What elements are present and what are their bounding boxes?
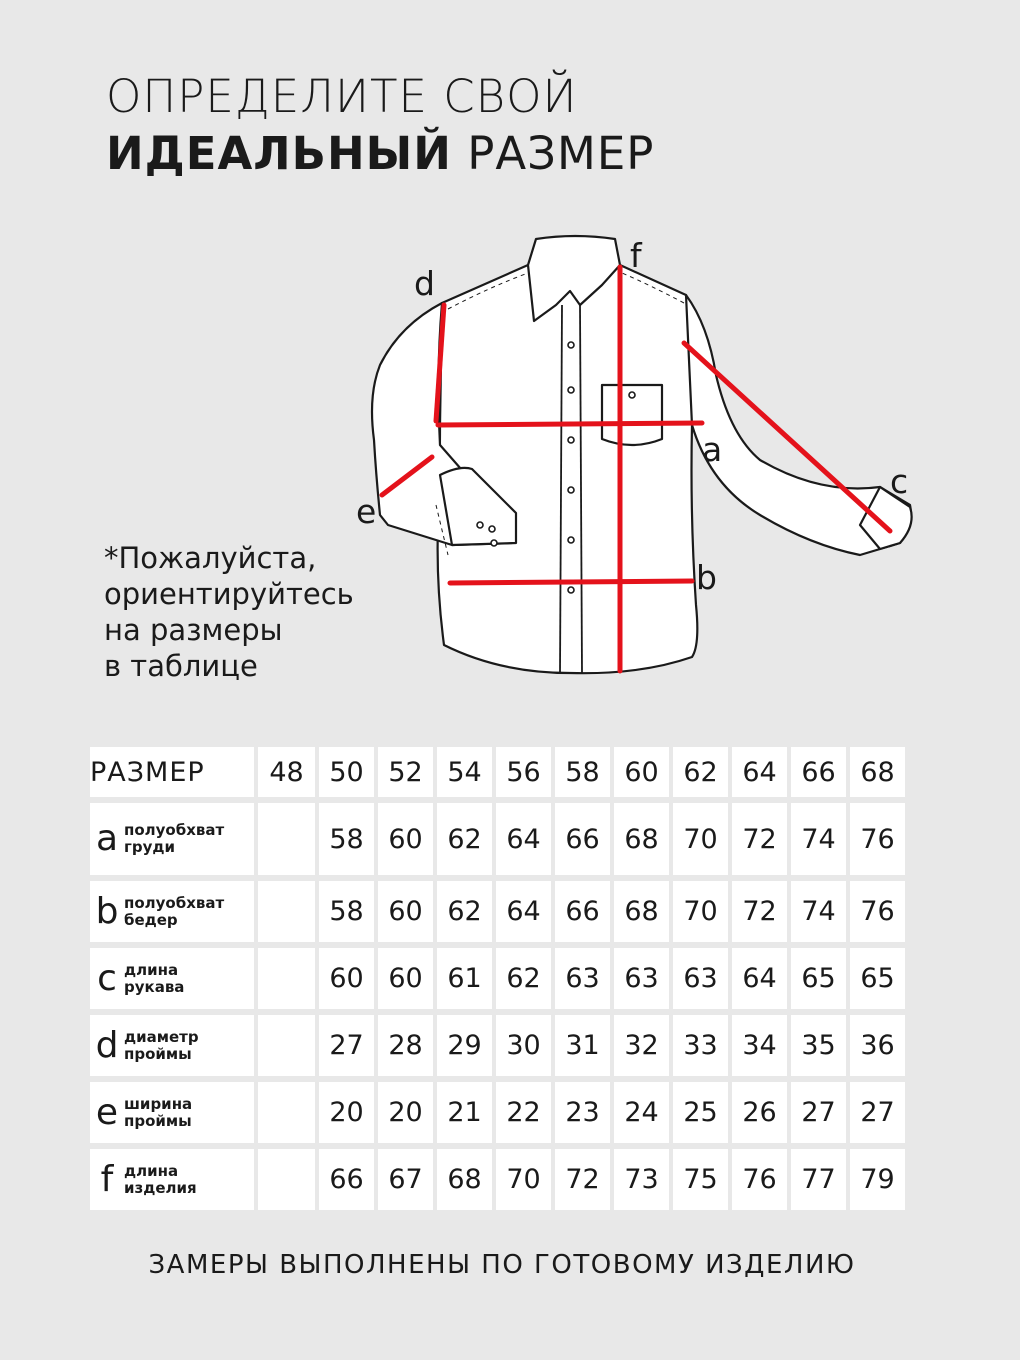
header-size-cell: 62 bbox=[673, 747, 728, 797]
row-letter: e bbox=[95, 1091, 119, 1133]
table-cell: 29 bbox=[437, 1015, 492, 1076]
row-letter: f bbox=[100, 1158, 114, 1200]
table-cell: 27 bbox=[850, 1082, 905, 1143]
table-cell: 76 bbox=[732, 1149, 787, 1210]
table-cell: 61 bbox=[437, 948, 492, 1009]
table-cell: 60 bbox=[378, 881, 433, 942]
table-cell: 58 bbox=[319, 803, 374, 875]
table-cell: 64 bbox=[496, 803, 551, 875]
row-description bbox=[124, 895, 224, 929]
header-size-cell: 56 bbox=[496, 747, 551, 797]
table-cell: 20 bbox=[378, 1082, 433, 1143]
table-cell: 65 bbox=[791, 948, 846, 1009]
table-cell: 24 bbox=[614, 1082, 669, 1143]
table-cell: 60 bbox=[319, 948, 374, 1009]
table-cell: 20 bbox=[319, 1082, 374, 1143]
table-row bbox=[90, 881, 905, 942]
row-description-line: изделия bbox=[124, 1178, 197, 1197]
table-cell bbox=[258, 1149, 315, 1210]
row-description bbox=[124, 822, 224, 856]
row-label bbox=[90, 1015, 254, 1076]
table-cell: 63 bbox=[673, 948, 728, 1009]
measure-line-b bbox=[450, 581, 692, 583]
footer-note: ЗАМЕРЫ ВЫПОЛНЕНЫ ПО ГОТОВОМУ ИЗДЕЛИЮ bbox=[148, 1250, 856, 1280]
shirt-body bbox=[438, 265, 698, 673]
title-line-2 bbox=[106, 127, 655, 180]
table-cell: 74 bbox=[791, 803, 846, 875]
row-letter: b bbox=[95, 890, 119, 932]
row-description bbox=[124, 1163, 197, 1197]
row-description-line: полуобхват bbox=[124, 821, 225, 839]
header-size-cell: 52 bbox=[378, 747, 433, 797]
table-cell bbox=[258, 948, 315, 1009]
header-size-cell: 60 bbox=[614, 747, 669, 797]
row-letter: c bbox=[97, 957, 117, 999]
note-line: в таблице bbox=[104, 649, 258, 683]
table-cell: 36 bbox=[850, 1015, 905, 1076]
table-cell: 34 bbox=[732, 1015, 787, 1076]
table-cell: 72 bbox=[555, 1149, 610, 1210]
row-label bbox=[90, 1149, 254, 1210]
table-cell: 72 bbox=[732, 881, 787, 942]
table-cell: 68 bbox=[614, 803, 669, 875]
table-cell: 60 bbox=[378, 948, 433, 1009]
row-description-line: диаметр bbox=[124, 1027, 199, 1046]
table-row bbox=[90, 1149, 905, 1210]
table-cell: 58 bbox=[319, 881, 374, 942]
table-cell: 66 bbox=[319, 1149, 374, 1210]
table-cell: 67 bbox=[378, 1149, 433, 1210]
table-cell: 72 bbox=[732, 803, 787, 875]
row-description bbox=[124, 962, 184, 996]
table-cell: 28 bbox=[378, 1015, 433, 1076]
table-cell: 70 bbox=[496, 1149, 551, 1210]
table-row bbox=[90, 1015, 905, 1076]
row-description-line: рукава bbox=[124, 977, 185, 996]
row-letter: d bbox=[95, 1024, 119, 1066]
size-table bbox=[86, 741, 909, 1216]
table-cell: 33 bbox=[673, 1015, 728, 1076]
table-cell: 63 bbox=[614, 948, 669, 1009]
header-size-cell: 54 bbox=[437, 747, 492, 797]
table-cell: 60 bbox=[378, 803, 433, 875]
table-cell: 27 bbox=[791, 1082, 846, 1143]
row-description bbox=[124, 1096, 192, 1130]
label-f: f bbox=[630, 236, 642, 275]
table-cell: 64 bbox=[732, 948, 787, 1009]
table-cell: 30 bbox=[496, 1015, 551, 1076]
label-c: c bbox=[890, 462, 909, 501]
label-a: a bbox=[702, 430, 723, 469]
table-cell: 62 bbox=[437, 881, 492, 942]
header-size-cell: 68 bbox=[850, 747, 905, 797]
size-note bbox=[104, 540, 394, 684]
table-cell bbox=[258, 1082, 315, 1143]
table-header-row bbox=[90, 747, 905, 797]
row-label bbox=[90, 881, 254, 942]
table-row bbox=[90, 803, 905, 875]
page-title bbox=[106, 70, 655, 180]
table-cell: 66 bbox=[555, 881, 610, 942]
table-cell: 64 bbox=[496, 881, 551, 942]
measure-line-a bbox=[438, 423, 702, 425]
row-description-line: бедер bbox=[124, 910, 178, 929]
table-cell: 68 bbox=[437, 1149, 492, 1210]
shirt-diagram bbox=[340, 225, 930, 685]
table-cell bbox=[258, 803, 315, 875]
title-line-1: ОПРЕДЕЛИТЕ СВОЙ bbox=[106, 70, 578, 123]
table-cell: 73 bbox=[614, 1149, 669, 1210]
table-cell: 35 bbox=[791, 1015, 846, 1076]
table-cell bbox=[258, 881, 315, 942]
table-cell: 74 bbox=[791, 881, 846, 942]
table-cell: 75 bbox=[673, 1149, 728, 1210]
table-cell: 62 bbox=[496, 948, 551, 1009]
table-cell: 31 bbox=[555, 1015, 610, 1076]
title-rest: РАЗМЕР bbox=[451, 127, 655, 180]
table-cell: 70 bbox=[673, 803, 728, 875]
table-cell: 77 bbox=[791, 1149, 846, 1210]
header-size-cell: 50 bbox=[319, 747, 374, 797]
row-description bbox=[124, 1029, 199, 1063]
header-size-cell: 66 bbox=[791, 747, 846, 797]
table-cell: 70 bbox=[673, 881, 728, 942]
row-letter: a bbox=[95, 818, 119, 859]
table-cell bbox=[258, 1015, 315, 1076]
row-description-line: длина bbox=[124, 960, 179, 979]
row-label bbox=[90, 803, 254, 875]
note-line: ориентируйтесь bbox=[104, 577, 354, 611]
header-size-label: РАЗМЕР bbox=[90, 747, 254, 797]
row-description-line: проймы bbox=[124, 1111, 192, 1130]
label-e: e bbox=[356, 492, 377, 531]
table-cell: 62 bbox=[437, 803, 492, 875]
row-description-line: длина bbox=[124, 1161, 179, 1180]
table-cell: 66 bbox=[555, 803, 610, 875]
title-bold-word: ИДЕАЛЬНЫЙ bbox=[106, 127, 452, 180]
header-size-cell: 48 bbox=[258, 747, 315, 797]
row-description-line: ширина bbox=[124, 1094, 193, 1113]
table-row bbox=[90, 1082, 905, 1143]
label-b: b bbox=[696, 558, 717, 597]
note-line: *Пожалуйста, bbox=[104, 541, 317, 575]
table-cell: 68 bbox=[614, 881, 669, 942]
table-cell: 21 bbox=[437, 1082, 492, 1143]
table-cell: 76 bbox=[850, 803, 905, 875]
note-line: на размеры bbox=[104, 613, 283, 647]
row-label bbox=[90, 948, 254, 1009]
row-description-line: полуобхват bbox=[124, 893, 225, 912]
table-cell: 76 bbox=[850, 881, 905, 942]
label-d: d bbox=[414, 264, 435, 303]
row-description-line: груди bbox=[124, 838, 175, 856]
row-description-line: проймы bbox=[124, 1044, 192, 1063]
table-row bbox=[90, 948, 905, 1009]
table-cell: 25 bbox=[673, 1082, 728, 1143]
table-cell: 27 bbox=[319, 1015, 374, 1076]
table-cell: 63 bbox=[555, 948, 610, 1009]
header-size-cell: 64 bbox=[732, 747, 787, 797]
table-cell: 65 bbox=[850, 948, 905, 1009]
table-cell: 26 bbox=[732, 1082, 787, 1143]
table-cell: 32 bbox=[614, 1015, 669, 1076]
table-cell: 23 bbox=[555, 1082, 610, 1143]
table-cell: 79 bbox=[850, 1149, 905, 1210]
header-size-cell: 58 bbox=[555, 747, 610, 797]
row-label bbox=[90, 1082, 254, 1143]
table-cell: 22 bbox=[496, 1082, 551, 1143]
